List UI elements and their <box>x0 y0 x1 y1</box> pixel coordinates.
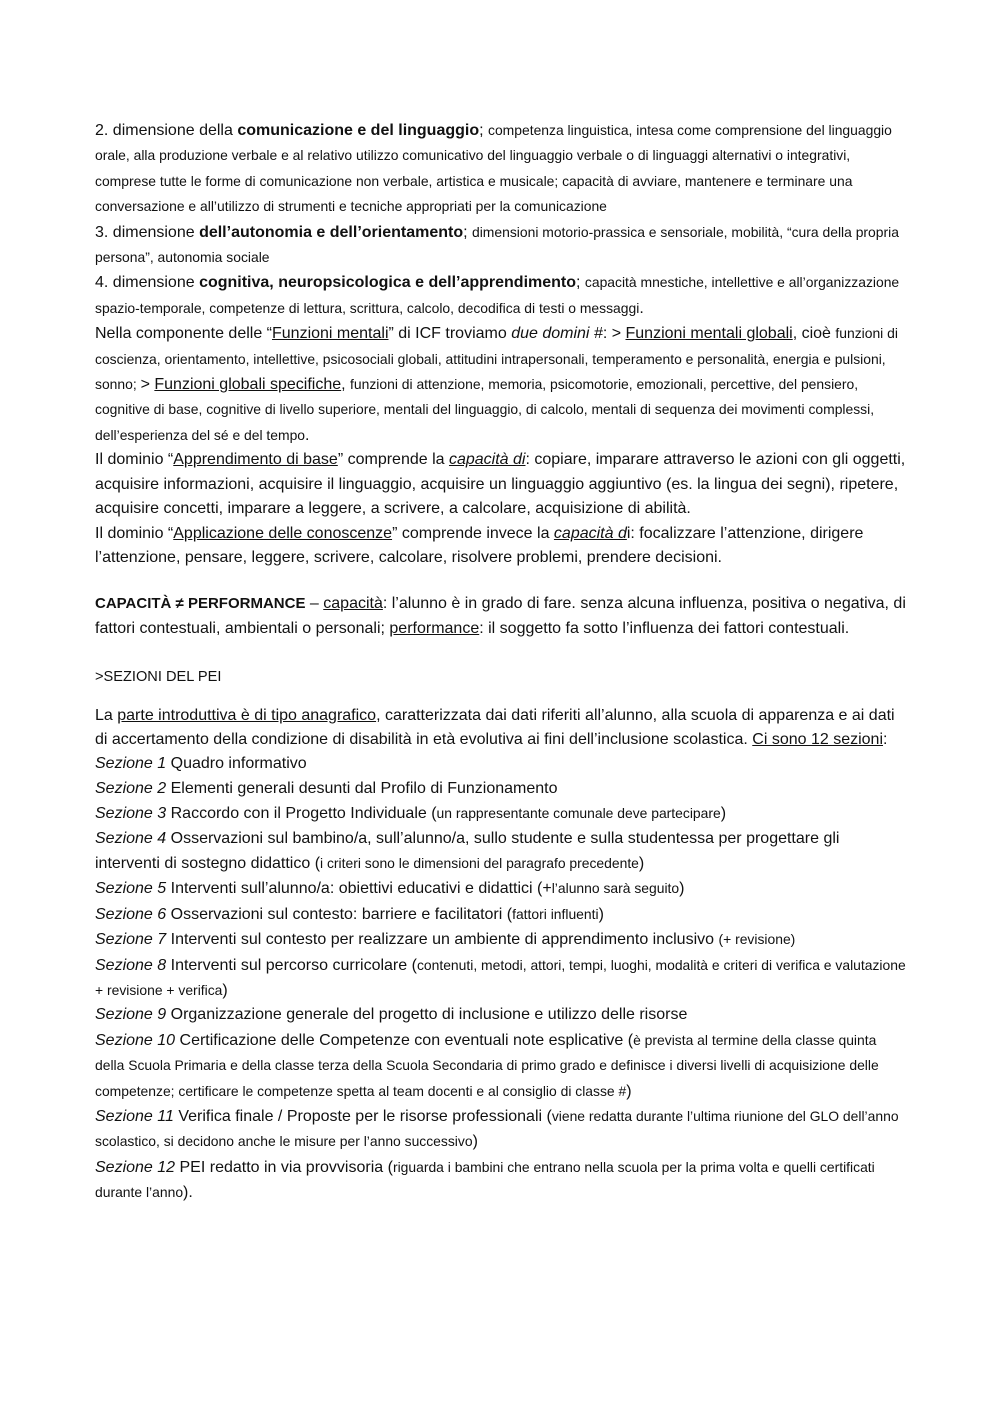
underlined-term: parte introduttiva è di tipo anagrafico <box>117 706 377 724</box>
small-text: dimensioni motorio-prassica e sensoriale, mobilità, “cura della propria persona”, autonomia sociale <box>95 223 899 266</box>
underlined-term: Apprendimento di base <box>173 451 338 469</box>
text: Il dominio “ <box>95 451 174 469</box>
text: ) <box>720 805 727 823</box>
underlined-term: Funzioni mentali globali <box>625 325 793 343</box>
text: . <box>639 299 644 317</box>
paragraph-autonomy-dimension <box>95 220 907 271</box>
section-note: viene redatta durante l’ultima riunione del GLO dell’anno scolastico, si decidono anche le misure per l’anno successivo <box>95 1108 899 1150</box>
list-item <box>95 902 907 927</box>
section-title: Raccordo con il Progetto Individuale ( <box>166 805 437 823</box>
text: ) <box>638 854 645 872</box>
section-heading: >SEZIONI DEL PEI <box>95 669 222 686</box>
text: i: focalizzare l’attenzione, dirigere l’attenzione, pensare, leggere, scrivere, calcolare, risolvere problemi, prendere decisioni. <box>95 524 864 566</box>
section-number: Sezione 11 <box>95 1108 174 1126</box>
list-item <box>95 827 907 877</box>
underlined-term: capacità <box>323 595 383 613</box>
section-title: Organizzazione generale del progetto di inclusione e utilizzo delle risorse <box>166 1006 688 1024</box>
text: La <box>95 706 118 724</box>
section-number: Sezione 6 <box>95 905 167 923</box>
section-note: fattori influenti <box>512 905 599 922</box>
text: Il dominio “ <box>95 524 174 542</box>
paragraph-communication-dimension <box>95 118 907 220</box>
list-item <box>95 1028 907 1104</box>
text: ) <box>626 1082 632 1100</box>
underlined-term: Ci sono 12 sezioni <box>752 730 884 748</box>
section-title: Elementi generali desunti dal Profilo di Funzionamento <box>166 779 558 797</box>
list-item <box>95 752 907 776</box>
section-title: Interventi sul percorso curricolare ( <box>166 956 417 974</box>
text: : > <box>602 325 626 343</box>
small-text: funzioni di attenzione, memoria, psicomotorie, emozionali, percettive, del pensiero, cognitive di base, cognitive di livello superiore, mentali del linguaggio, di calcolo, mentali di sequenza dei movimenti complessi, dell’esperienza del sé e del tempo <box>95 376 875 443</box>
text: , caratterizzata dai dati riferiti all’alunno, alla scuola di apparenza e ai dati di accertamento della condizione di disabilità in età evolutiva ai fini dell’inclusione scolastica. <box>95 706 895 748</box>
text: 3. dimensione <box>95 223 200 241</box>
section-number: Sezione 8 <box>95 956 167 974</box>
italic-underlined-term: capacità d <box>553 524 627 542</box>
small-text: capacità mnestiche, intellettive e all’organizzazione spazio-temporale, competenze di lettura, scrittura, calcolo, decodifica di testi o messaggi <box>95 274 900 316</box>
text: , cioè <box>792 325 836 343</box>
text: ; <box>479 122 489 139</box>
list-item <box>95 777 907 801</box>
italic-underlined-term: capacità di <box>448 451 526 469</box>
paragraph-basic-learning <box>95 448 907 521</box>
list-item <box>95 876 907 901</box>
underlined-term: Applicazione delle conoscenze <box>173 524 393 542</box>
section-note: riguarda i bambini che entrano nella scuola per la prima volta e quelli certificati durante l’anno <box>95 1158 875 1201</box>
section-title: Certificazione delle Competenze con eventuali note esplicative ( <box>175 1031 634 1049</box>
section-number: Sezione 5 <box>95 880 167 898</box>
text: Nella componente delle “ <box>95 325 272 343</box>
text: ; <box>463 223 472 241</box>
text: ” comprende invece la <box>392 524 554 542</box>
list-item <box>95 1003 907 1027</box>
section-number: Sezione 1 <box>95 755 167 773</box>
list-item <box>95 953 907 1004</box>
text: . <box>305 426 310 444</box>
paragraph-knowledge-application <box>95 522 907 571</box>
section-title: Osservazioni sul contesto: barriere e facilitatori ( <box>166 905 513 923</box>
section-number: Sezione 3 <box>95 805 167 823</box>
bold-term: cognitiva, neuropsicologica e dell’apprendimento <box>199 274 577 292</box>
pei-sections-list <box>95 752 907 1205</box>
paragraph-capacity-vs-performance <box>95 592 907 641</box>
section-number: Sezione 9 <box>95 1006 167 1024</box>
text: , <box>341 376 351 394</box>
section-number: Sezione 7 <box>95 931 167 949</box>
list-item <box>95 801 907 826</box>
section-note: è prevista al termine della classe quinta della Scuola Primaria e della classe terza della Scuola Secondaria di primo grado e definisce i diversi livelli di acquisizione delle competenze; certificare le competenze spetta al team docenti e al consiglio di classe # <box>95 1031 879 1099</box>
underlined-term: performance <box>389 619 480 637</box>
section-title: Verifica finale / Proposte per le risorse professionali ( <box>173 1108 552 1126</box>
text: > <box>140 376 155 394</box>
small-text: competenza linguistica, intesa come comprensione del linguaggio orale, alla produzione verbale e al relativo utilizzo comunicativo del linguaggio verbale o di linguaggi alternativi o integrativi, comprese tutte le forme di comunicazione non verbale, artistica e musicale; capacità di avviare, mantenere e terminare una conversazione e all’utilizzo di strumenti e tecniche appropriati per la comunicazione <box>95 122 892 215</box>
text: 4. dimensione <box>95 274 200 292</box>
text: : l’alunno è in grado di fare. senza alcuna influenza, positiva o negativa, di fattori contestuali, ambientali o personali; <box>95 595 906 637</box>
bold-term: CAPACITÀ ≠ PERFORMANCE <box>95 595 306 613</box>
paragraph-cognitive-dimension <box>95 270 907 321</box>
bold-term: dell’autonomia e dell’orientamento <box>199 223 464 241</box>
section-number: Sezione 4 <box>95 829 167 847</box>
paragraph-pei-intro <box>95 704 907 753</box>
underlined-term: Funzioni globali specifiche <box>154 376 342 394</box>
section-title: Interventi sull’alunno/a: obiettivi educativi e didattici (+ <box>166 880 552 898</box>
text: ” comprende la <box>337 451 449 469</box>
list-item <box>95 1155 907 1206</box>
list-item <box>95 927 907 952</box>
italic-term: due domini # <box>511 325 603 343</box>
section-title: Osservazioni sul bambino/a, sull’alunno/a, sullo studente e sulla studentessa per progettare gli interventi di sostegno didattico ( <box>95 829 840 872</box>
text: : il soggetto fa sotto l’influenza dei fattori contestuali. <box>479 619 850 637</box>
section-note: l’alunno sarà seguito <box>551 880 680 897</box>
text: ). <box>183 1184 193 1202</box>
paragraph-mental-functions <box>95 321 907 448</box>
section-title: Interventi sul contesto per realizzare un ambiente di apprendimento inclusivo <box>166 931 719 949</box>
section-title: PEI redatto in via provvisoria ( <box>175 1158 393 1176</box>
section-number: Sezione 12 <box>95 1158 176 1176</box>
section-note: i criteri sono le dimensioni del paragrafo precedente <box>320 854 639 871</box>
text: ) <box>679 880 685 898</box>
section-note: (+ revisione) <box>718 931 796 948</box>
text: ) <box>598 905 604 923</box>
bold-term: comunicazione e del linguaggio <box>237 122 480 139</box>
text: : copiare, imparare attraverso le azioni con gli oggetti, acquisire informazioni, acquisire il linguaggio, acquisire un linguaggio aggiuntivo (es. la lingua dei segni), ripetere, acquisire concetti, imparare a leggere, a scrivere, a calcolare, acquisizione di abilità. <box>95 451 906 518</box>
section-note: un rappresentante comunale deve partecipare <box>436 805 721 822</box>
section-note: contenuti, metodi, attori, tempi, luoghi, modalità e criteri di verifica e valutazione + revisione + verifica <box>95 956 906 998</box>
text: ) <box>472 1133 478 1151</box>
section-number: Sezione 2 <box>95 779 167 797</box>
section-title: Quadro informativo <box>166 755 307 773</box>
text: 2. dimensione della <box>95 122 238 139</box>
underlined-term: Funzioni mentali <box>272 325 389 343</box>
list-item <box>95 1104 907 1155</box>
text: – <box>305 595 324 613</box>
text: : <box>883 730 888 748</box>
text: ” di ICF troviamo <box>388 325 512 343</box>
text: ; <box>576 274 585 292</box>
section-number: Sezione 10 <box>95 1031 176 1049</box>
document-page <box>95 118 907 1206</box>
text: ) <box>222 982 228 999</box>
small-text: funzioni di coscienza, orientamento, intellettive, psicosociali globali, attitudini intrapersonali, temperamento e personalità, energia e pulsioni, sonno; <box>95 325 898 393</box>
